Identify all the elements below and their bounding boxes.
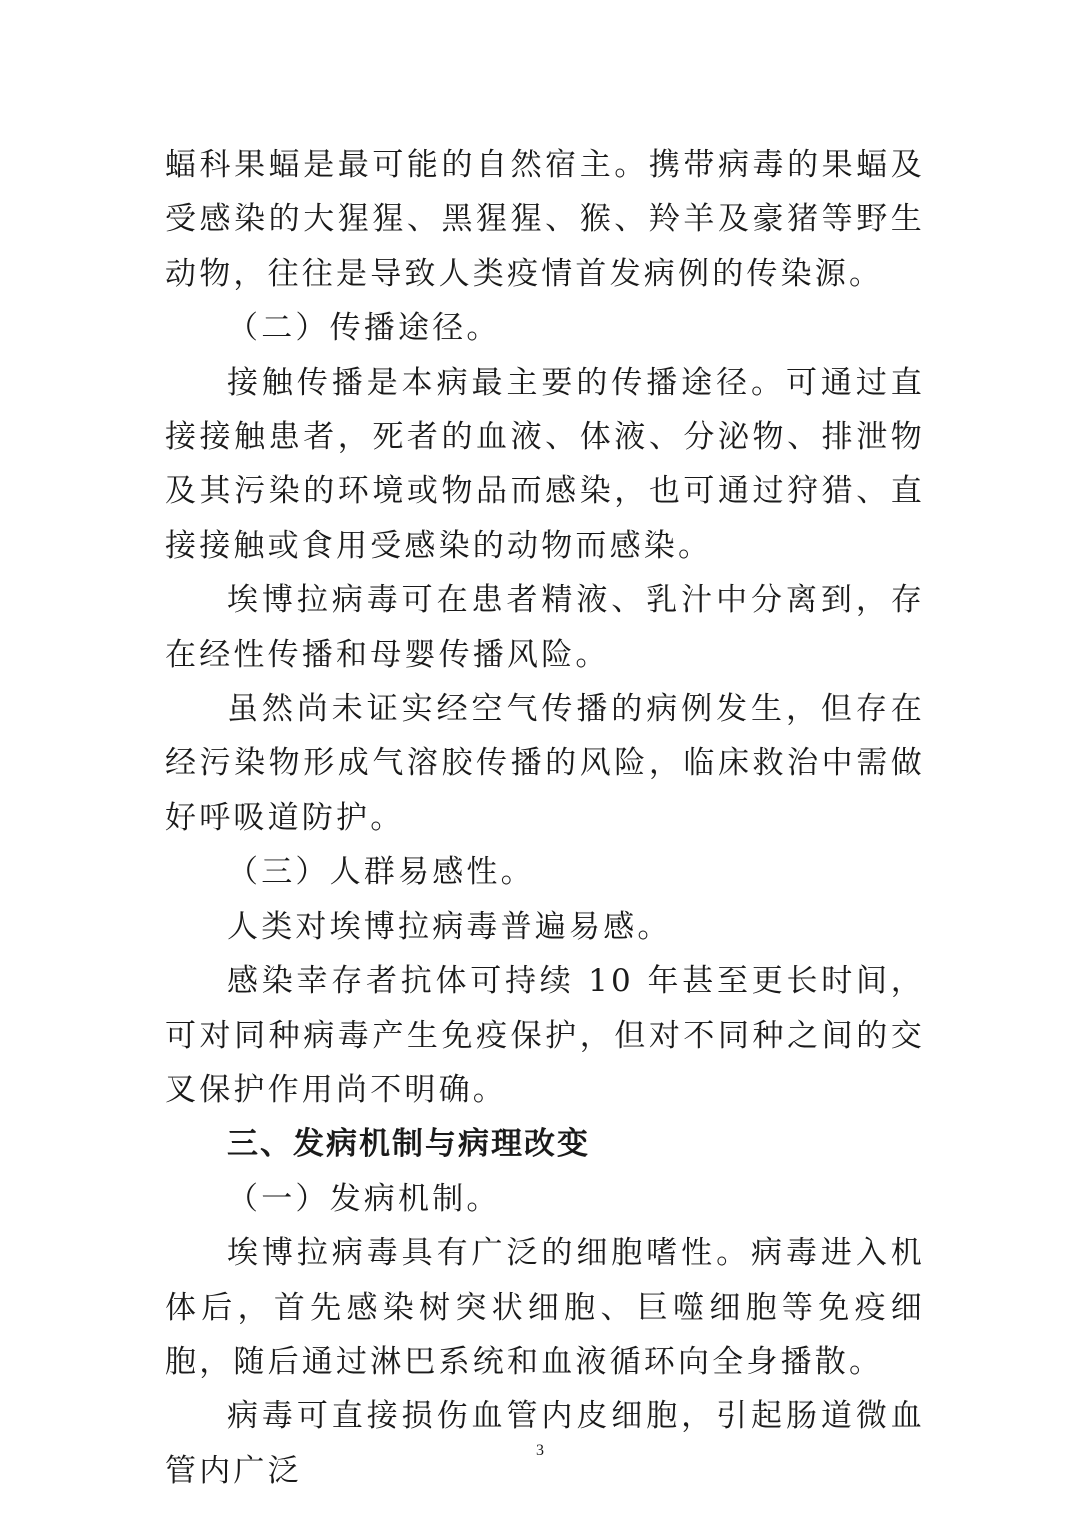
paragraph-sexual-transmission: 埃博拉病毒可在患者精液、乳汁中分离到，存在经性传播和母婴传播风险。 — [165, 582, 925, 673]
section-heading-pathogenesis: 三、发病机制与病理改变 — [227, 1126, 590, 1163]
paragraph-endothelial-damage: 病毒可直接损伤血管内皮细胞，引起肠道微血管内广泛 — [165, 1398, 925, 1489]
paragraph-universal-susceptibility: 人类对埃博拉病毒普遍易感。 — [227, 908, 672, 945]
page-number: 3 — [536, 1442, 544, 1459]
paragraph-cell-tropism: 埃博拉病毒具有广泛的细胞嗜性。病毒进入机体后，首先感染树突状细胞、巨噬细胞等免疫细胞，随后通过淋巴系统和血液循环向全身播散。 — [165, 1235, 925, 1380]
paragraph-aerosol-risk: 虽然尚未证实经空气传播的病例发生，但存在经污染物形成气溶胶传播的风险，临床救治中需做好呼吸道防护。 — [165, 691, 925, 836]
subheading-susceptibility: （三）人群易感性。 — [227, 854, 535, 891]
paragraph-antibody-duration: 感染幸存者抗体可持续 10 年甚至更长时间，可对同种病毒产生免疫保护，但对不同种之间的交叉保护作用尚不明确。 — [165, 963, 925, 1108]
paragraph-contact-transmission: 接触传播是本病最主要的传播途径。可通过直接接触患者，死者的血液、体液、分泌物、排泄物及其污染的环境或物品而感染，也可通过狩猎、直接接触或食用受感染的动物而感染。 — [165, 364, 925, 564]
subheading-transmission-route: （二）传播途径。 — [227, 310, 501, 347]
body-text — [165, 138, 925, 1498]
paragraph-host-continuation: 蝠科果蝠是最可能的自然宿主。携带病毒的果蝠及受感染的大猩猩、黑猩猩、猴、羚羊及豪猪等野生动物，往往是导致人类疫情首发病例的传染源。 — [165, 147, 925, 292]
subheading-pathogenesis: （一）发病机制。 — [227, 1180, 501, 1217]
